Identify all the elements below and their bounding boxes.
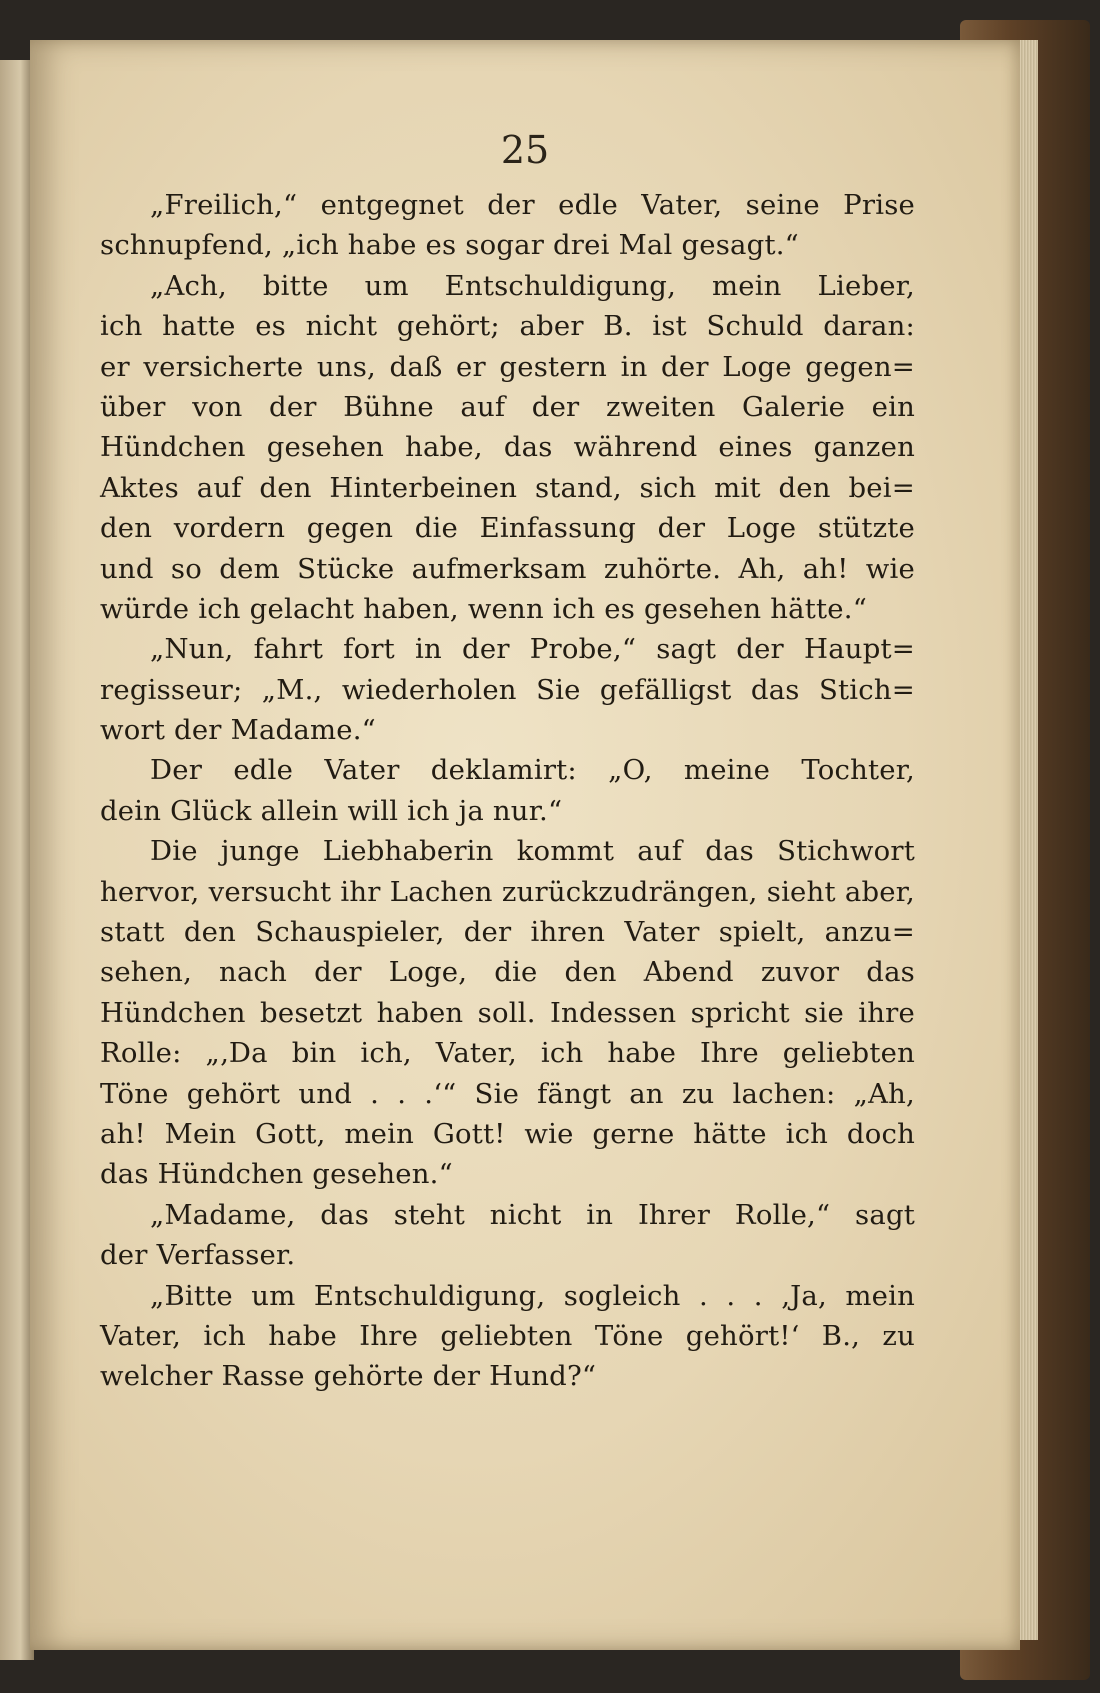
page-number: 25: [500, 128, 550, 172]
body-text: [100, 185, 915, 1397]
text-line: Hündchen gesehen habe, das während eines ganzen: [100, 431, 915, 464]
text-line: ah! Mein Gott, mein Gott! wie gerne hätte ich doch: [100, 1117, 915, 1150]
text-line: hervor, versucht ihr Lachen zurückzudrängen, sieht aber,: [100, 875, 915, 908]
text-line: über von der Bühne auf der zweiten Galerie ein: [100, 390, 915, 423]
text-line: das Hündchen gesehen.“: [100, 1158, 453, 1191]
text-line: „Ach, bitte um Entschuldigung, mein Lieber,: [150, 269, 915, 302]
text-line: „Nun, fahrt fort in der Probe,“ sagt der Haupt=: [150, 633, 915, 666]
text-line: statt den Schauspieler, der ihren Vater spielt, anzu=: [100, 916, 915, 949]
text-line: der Verfasser.: [100, 1239, 296, 1272]
text-line: „Freilich,“ entgegnet der edle Vater, seine Prise: [150, 189, 915, 221]
text-line: Aktes auf den Hinterbeinen stand, sich mit den bei=: [100, 471, 915, 504]
text-line: welcher Rasse gehörte der Hund?“: [100, 1360, 597, 1393]
text-line: dein Glück allein will ich ja nur.“: [100, 794, 563, 827]
left-page-edge: [0, 60, 34, 1660]
text-line: wort der Madame.“: [100, 714, 376, 747]
text-line: Hündchen besetzt haben soll. Indessen spricht sie ihre: [100, 996, 915, 1029]
text-line: schnupfend, „ich habe es sogar drei Mal gesagt.“: [100, 229, 799, 262]
text-line: den vordern gegen die Einfassung der Loge stützte: [100, 512, 915, 545]
text-line: Rolle: „‚Da bin ich, Vater, ich habe Ihre geliebten: [100, 1037, 915, 1070]
text-line: ich hatte es nicht gehört; aber B. ist Schuld daran:: [100, 310, 915, 343]
text-line: würde ich gelacht haben, wenn ich es gesehen hätte.“: [100, 592, 867, 625]
book-page: [30, 40, 1020, 1650]
text-line: Töne gehört und . . .‘“ Sie fängt an zu lachen: „Ah,: [100, 1077, 915, 1110]
text-line: Vater, ich habe Ihre geliebten Töne gehört!‘ B., zu: [100, 1319, 915, 1352]
text-line: und so dem Stücke aufmerksam zuhörte. Ah, ah! wie: [100, 552, 915, 585]
text-line: sehen, nach der Loge, die den Abend zuvor das: [100, 956, 915, 989]
text-line: Der edle Vater deklamirt: „O, meine Tochter,: [150, 754, 915, 787]
text-line: Die junge Liebhaberin kommt auf das Stichwort: [150, 835, 915, 868]
text-line: regisseur; „M., wiederholen Sie gefälligst das Stich=: [100, 673, 915, 706]
text-line: er versicherte uns, daß er gestern in der Loge gegen=: [100, 350, 915, 383]
text-line: „Madame, das steht nicht in Ihrer Rolle,“ sagt: [150, 1198, 915, 1231]
text-line: „Bitte um Entschuldigung, sogleich . . . ‚Ja, mein: [150, 1279, 915, 1312]
